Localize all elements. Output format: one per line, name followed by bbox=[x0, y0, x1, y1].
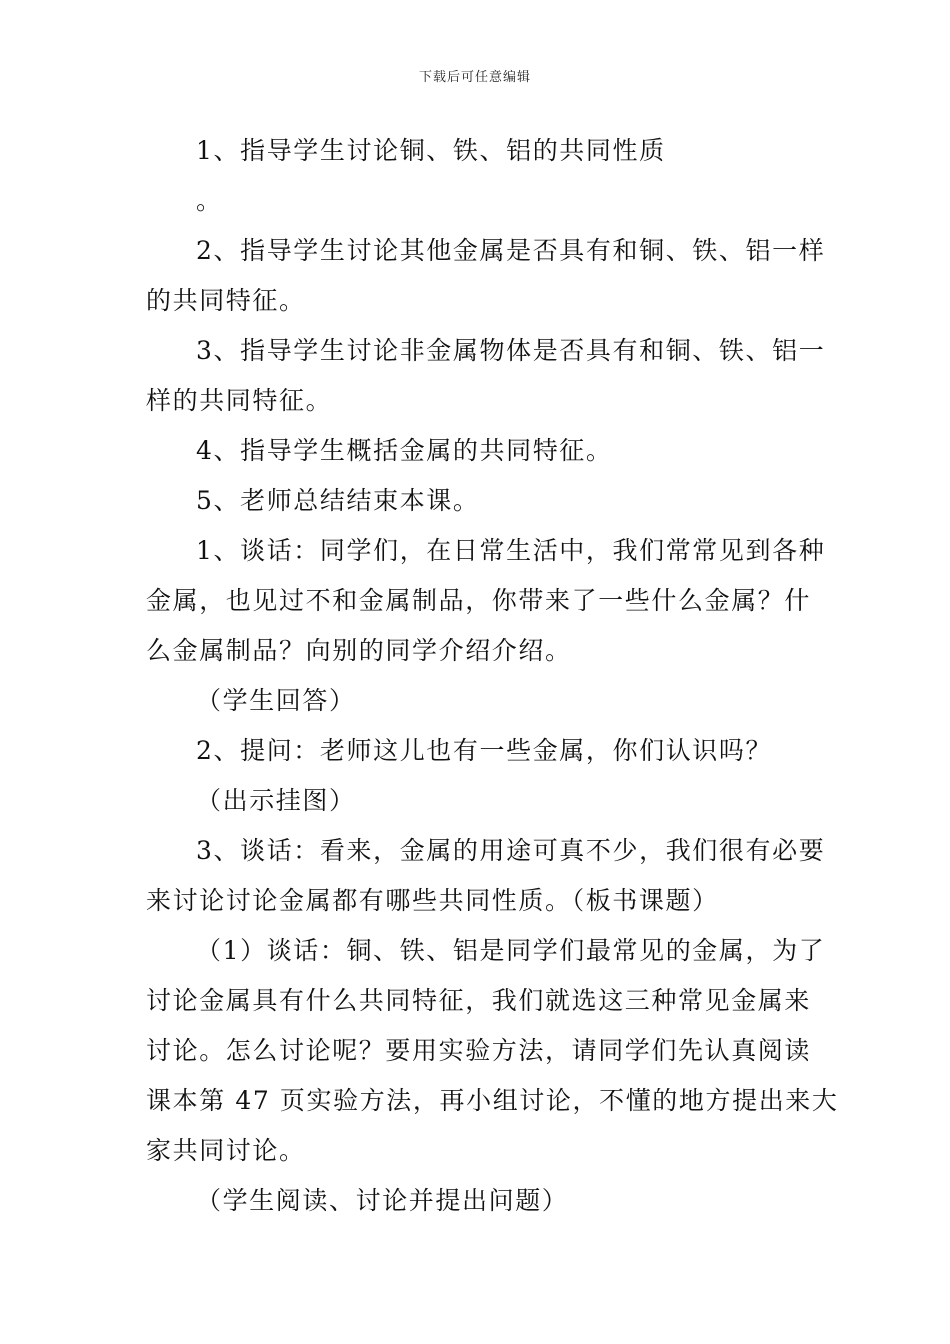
paragraph-line: 金属，也见过不和金属制品，你带来了一些什么金属？什 bbox=[146, 586, 812, 615]
paragraph-line: 的共同特征。 bbox=[146, 286, 306, 315]
paragraph-line: 4、指导学生概括金属的共同特征。 bbox=[196, 436, 613, 465]
paragraph-line: 3、谈话：看来，金属的用途可真不少，我们很有必要 bbox=[196, 836, 826, 865]
paragraph-line: 讨论金属具有什么共同特征，我们就选这三种常见金属来 bbox=[146, 986, 812, 1015]
paragraph-line: 么金属制品？向别的同学介绍介绍。 bbox=[146, 636, 572, 665]
paragraph-line: 1、谈话：同学们，在日常生活中，我们常常见到各种 bbox=[196, 536, 826, 565]
paragraph-line: （学生回答） bbox=[196, 686, 356, 715]
page-header: 下载后可任意编辑 bbox=[418, 70, 531, 85]
paragraph-line: 讨论。怎么讨论呢？要用实验方法，请同学们先认真阅读 bbox=[146, 1036, 812, 1065]
paragraph-line: 。 bbox=[196, 186, 223, 215]
paragraph-line: 课本第 47 页实验方法，再小组讨论，不懂的地方提出来大 bbox=[146, 1086, 839, 1115]
paragraph-line: 来讨论讨论金属都有哪些共同性质。（板书课题） bbox=[146, 886, 719, 915]
paragraph-line: （出示挂图） bbox=[196, 786, 356, 815]
paragraph-line: 5、老师总结结束本课。 bbox=[196, 486, 480, 515]
paragraph-line: 2、提问：老师这儿也有一些金属，你们认识吗？ bbox=[196, 736, 773, 765]
paragraph-line: 样的共同特征。 bbox=[146, 386, 333, 415]
paragraph-line: 家共同讨论。 bbox=[146, 1136, 306, 1165]
paragraph-line: 2、指导学生讨论其他金属是否具有和铜、铁、铝一样 bbox=[196, 236, 826, 265]
paragraph-line: （学生阅读、讨论并提出问题） bbox=[196, 1186, 569, 1215]
paragraph-line: （1）谈话：铜、铁、铝是同学们最常见的金属，为了 bbox=[196, 936, 826, 965]
paragraph-line: 3、指导学生讨论非金属物体是否具有和铜、铁、铝一 bbox=[196, 336, 826, 365]
paragraph-line: 1、指导学生讨论铜、铁、铝的共同性质 bbox=[196, 136, 666, 165]
